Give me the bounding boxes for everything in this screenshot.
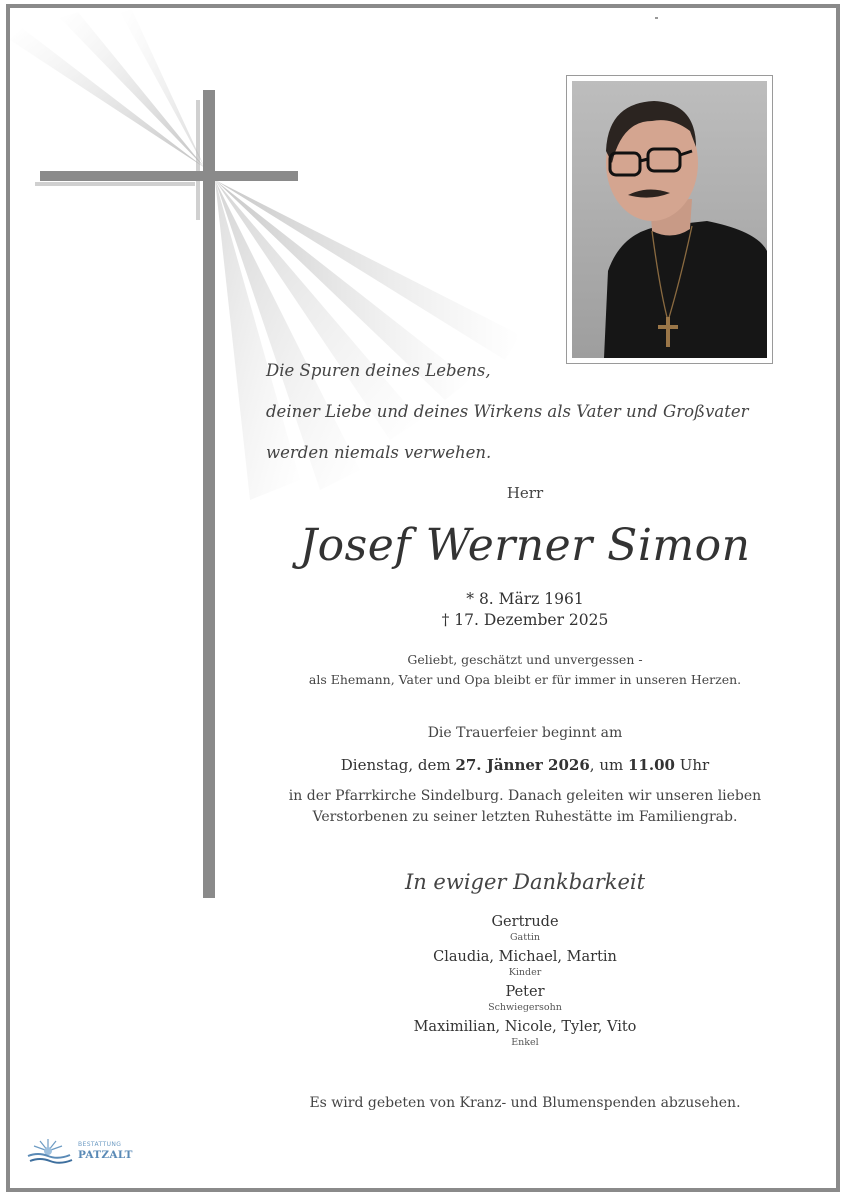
mourner-role: Gattin (509, 932, 541, 943)
closing-note: Es wird gebeten von Kranz- und Blumenspenden abzusehen. (309, 1095, 741, 1111)
tribute-text (230, 650, 820, 690)
tribute-line: als Ehemann, Vater und Opa bleibt er für immer in unseren Herzen. (308, 672, 742, 687)
mourner-role: Enkel (511, 1037, 539, 1048)
mourners-heading: In ewiger Dankbarkeit (404, 870, 646, 894)
ceremony-datetime (230, 756, 820, 774)
ceremony-time-suffix: Uhr (674, 756, 710, 774)
mourners-list (230, 913, 820, 1053)
birth-date: * 8. März 1961 (466, 590, 584, 608)
quote-line: werden niemals verwehen. (266, 443, 492, 462)
speck-mark (655, 17, 658, 19)
portrait-photo (572, 81, 767, 358)
portrait-photo-frame (566, 75, 773, 364)
ceremony-date: 27. Jänner 2026 (455, 756, 590, 774)
sun-waves-logo-icon (26, 1137, 74, 1167)
funeral-home-logo (24, 1135, 134, 1167)
logo-brand-text: PATZALT (78, 1149, 133, 1161)
deceased-name: Josef Werner Simon (299, 520, 751, 571)
salutation: Herr (506, 484, 544, 502)
mourner-role: Schwiegersohn (488, 1002, 562, 1013)
mourner-names: Maximilian, Nicole, Tyler, Vito (413, 1019, 637, 1035)
cross-horizontal-beam (40, 171, 298, 181)
location-line: Verstorbenen zu seiner letzten Ruhestätte im Familiengrab. (312, 809, 738, 825)
ceremony-time: 11.00 (627, 756, 675, 774)
mourner-names: Peter (505, 984, 545, 1000)
ceremony-date-prefix: Dienstag, dem (340, 756, 456, 774)
logo-top-text: BESTATTUNG (78, 1141, 122, 1148)
tribute-line: Geliebt, geschätzt und unvergessen - (407, 652, 643, 667)
ceremony-time-prefix: , um (589, 756, 628, 774)
death-date: † 17. Dezember 2025 (441, 611, 609, 629)
quote-line: deiner Liebe und deines Wirkens als Vater und Großvater (266, 402, 749, 421)
memorial-quote (266, 350, 766, 473)
quote-line: Die Spuren deines Lebens, (266, 361, 491, 380)
cross-vertical-beam (203, 90, 215, 898)
mourner-role: Kinder (508, 967, 542, 978)
ceremony-location (230, 786, 820, 828)
mourner-names: Claudia, Michael, Martin (433, 949, 617, 965)
mourner-names: Gertrude (491, 914, 559, 930)
location-line: in der Pfarrkirche Sindelburg. Danach geleiten wir unseren lieben (288, 788, 762, 804)
ceremony-intro: Die Trauerfeier beginnt am (427, 725, 623, 741)
